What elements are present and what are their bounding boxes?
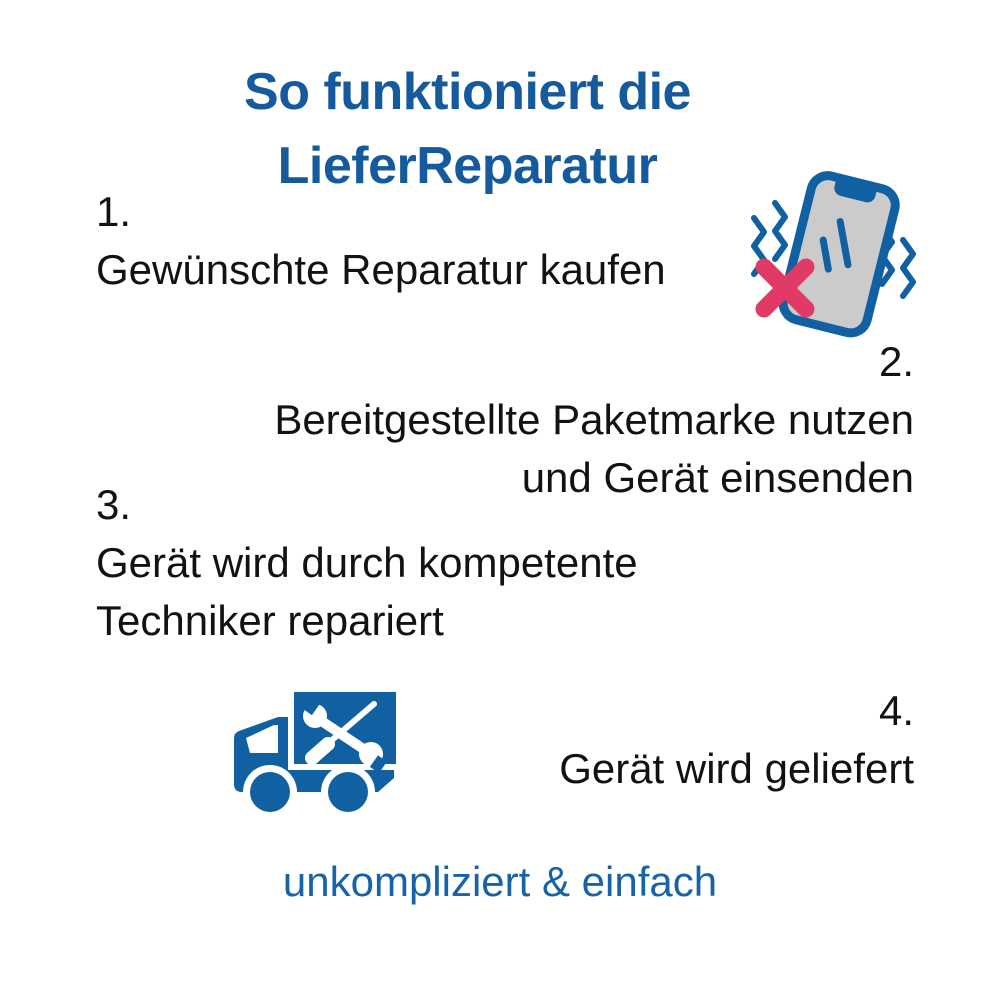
- step-3-number: 3.: [96, 481, 132, 528]
- step-3-text-line2: Techniker repariert: [96, 597, 444, 644]
- step-1: [96, 183, 666, 299]
- page-title-line2: LieferReparatur: [277, 137, 658, 195]
- step-3: [96, 476, 638, 650]
- truck-wheel-rear: [328, 772, 368, 812]
- truck-wheel-front: [250, 772, 290, 812]
- step-2-text-line2: und Gerät einsenden: [521, 454, 914, 501]
- broken-phone-icon: [748, 170, 918, 340]
- step-4: [559, 682, 914, 798]
- step-4-text: Gerät wird geliefert: [559, 745, 914, 792]
- footer-tagline: unkompliziert & einfach: [282, 858, 718, 905]
- step-2-text-line1: Bereitgestellte Paketmarke nutzen: [274, 396, 914, 443]
- step-1-text: Gewünschte Reparatur kaufen: [96, 246, 666, 293]
- step-2-number: 2.: [878, 338, 914, 385]
- step-3-text-line1: Gerät wird durch kompetente: [96, 539, 638, 586]
- step-1-number: 1.: [96, 188, 132, 235]
- step-4-number: 4.: [878, 687, 914, 734]
- page-title-line1: So funktioniert die: [244, 63, 691, 121]
- repair-truck-icon: [222, 692, 402, 817]
